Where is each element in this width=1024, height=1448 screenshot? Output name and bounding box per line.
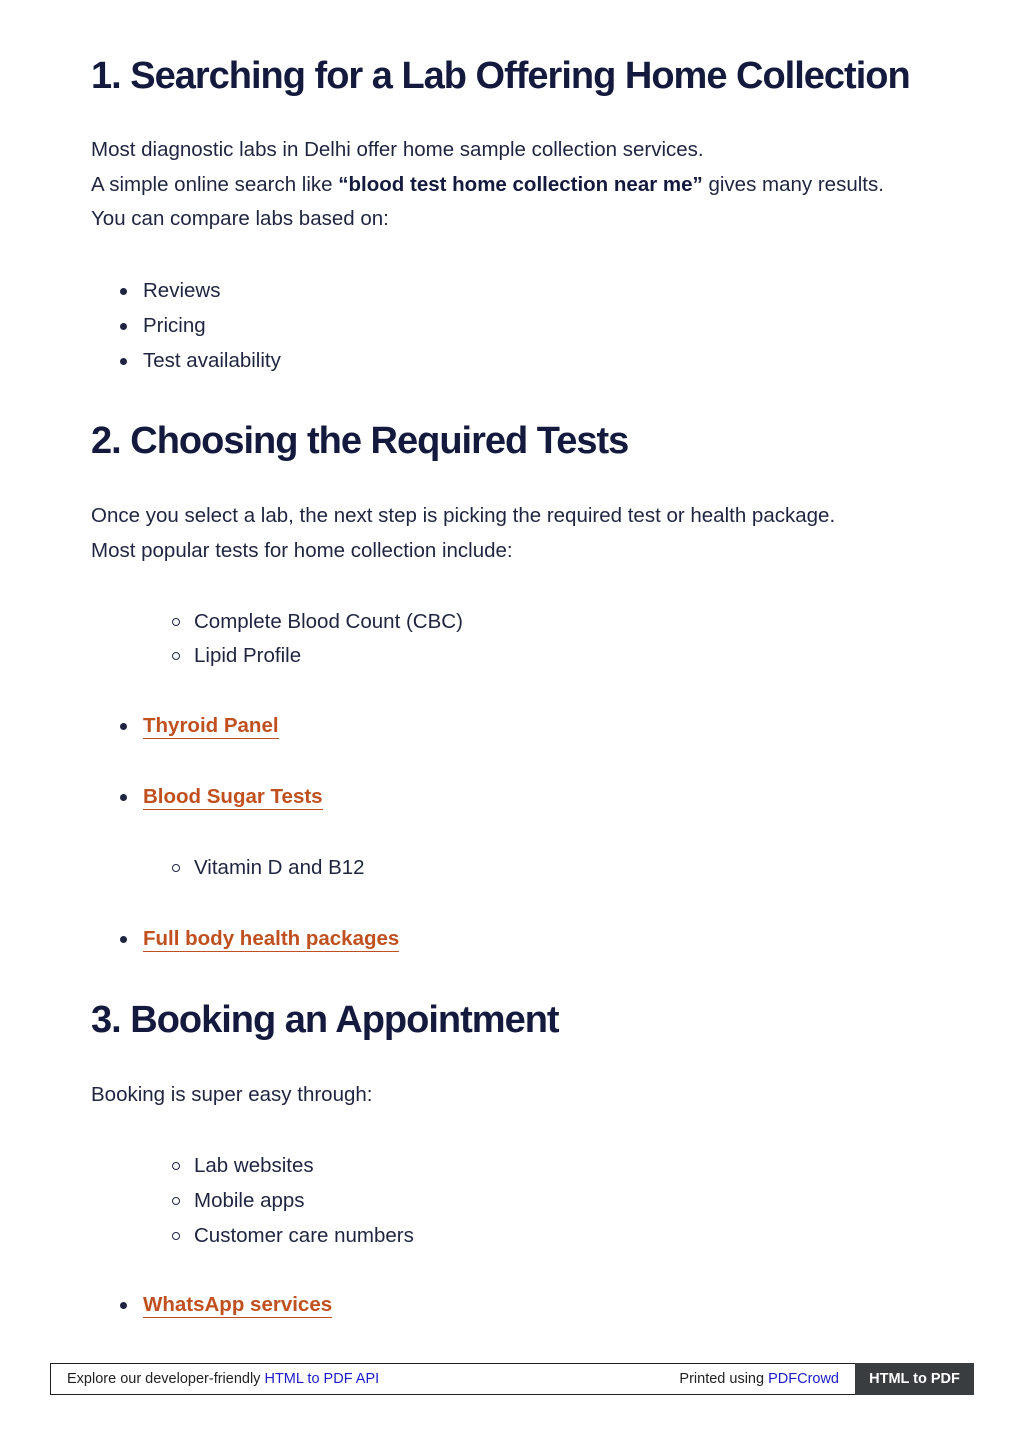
circle-bullet-icon [172, 618, 180, 626]
line-2-suffix: gives many results. [702, 172, 884, 196]
pdfcrowd-footer [50, 1363, 974, 1395]
bullet-icon [120, 358, 127, 365]
bullet-icon [120, 1302, 127, 1309]
html-to-pdf-api-link[interactable]: HTML to PDF API [264, 1371, 380, 1387]
section-1-line-1: Most diagnostic labs in Delhi offer home sample collection services. [91, 138, 704, 161]
list-item [194, 1189, 305, 1213]
circle-bullet-icon [172, 652, 180, 660]
circle-bullet-icon [172, 864, 180, 872]
pdfcrowd-link[interactable]: PDFCrowd [768, 1371, 839, 1387]
footer-right-prefix: Printed using [679, 1371, 769, 1387]
html-to-pdf-badge[interactable]: HTML to PDF [855, 1363, 974, 1395]
section-2-line-1: Once you select a lab, the next step is picking the required test or health package. [91, 504, 836, 527]
bullet-icon [120, 723, 127, 730]
section-1-line-2 [91, 168, 884, 203]
section-heading-3: 3. Booking an Appointment [91, 999, 559, 1041]
link-thyroid-panel[interactable]: Thyroid Panel [143, 714, 279, 737]
list-item [143, 349, 281, 373]
list-item-label: Vitamin D and B12 [194, 856, 365, 879]
list-item-label: Mobile apps [194, 1189, 305, 1212]
bullet-icon [120, 323, 127, 330]
list-item [143, 279, 220, 303]
list-item-label: Complete Blood Count (CBC) [194, 610, 463, 633]
list-item-label: Lipid Profile [194, 644, 302, 667]
list-item-label: Pricing [143, 314, 206, 337]
list-item-label: Customer care numbers [194, 1224, 414, 1247]
link-blood-sugar-tests[interactable]: Blood Sugar Tests [143, 785, 323, 808]
line-2-prefix: A simple online search like [91, 172, 339, 196]
list-item [194, 856, 365, 880]
list-item [143, 1293, 332, 1317]
link-whatsapp-services[interactable]: WhatsApp services [143, 1293, 333, 1316]
list-item [143, 714, 279, 738]
footer-left-text [67, 1371, 379, 1387]
list-item [143, 314, 206, 338]
section-1-line-3: You can compare labs based on: [91, 207, 389, 230]
list-item [143, 785, 323, 809]
footer-right-text [679, 1371, 839, 1387]
section-heading-2: 2. Choosing the Required Tests [91, 420, 629, 462]
footer-left-prefix: Explore our developer-friendly [67, 1371, 265, 1387]
list-item [194, 610, 463, 634]
list-item-label: Reviews [143, 279, 221, 302]
list-item [143, 927, 399, 951]
section-3-line-1: Booking is super easy through: [91, 1083, 373, 1106]
circle-bullet-icon [172, 1232, 180, 1240]
search-phrase: “blood test home collection near me” [338, 172, 703, 196]
circle-bullet-icon [172, 1162, 180, 1170]
section-3-paragraph [91, 1078, 372, 1113]
circle-bullet-icon [172, 1197, 180, 1205]
list-item-label: Test availability [143, 349, 281, 372]
link-full-body-packages[interactable]: Full body health packages [143, 927, 400, 950]
bullet-icon [120, 936, 127, 943]
list-item-label: Lab websites [194, 1154, 314, 1177]
section-heading-1: 1. Searching for a Lab Offering Home Collection [91, 55, 910, 97]
bullet-icon [120, 794, 127, 801]
section-2-line-2: Most popular tests for home collection include: [91, 538, 513, 562]
bullet-icon [120, 288, 127, 295]
list-item [194, 1224, 414, 1248]
section-1-paragraph [91, 133, 884, 237]
list-item [194, 644, 301, 668]
list-item [194, 1154, 314, 1178]
section-2-paragraph [91, 499, 835, 568]
